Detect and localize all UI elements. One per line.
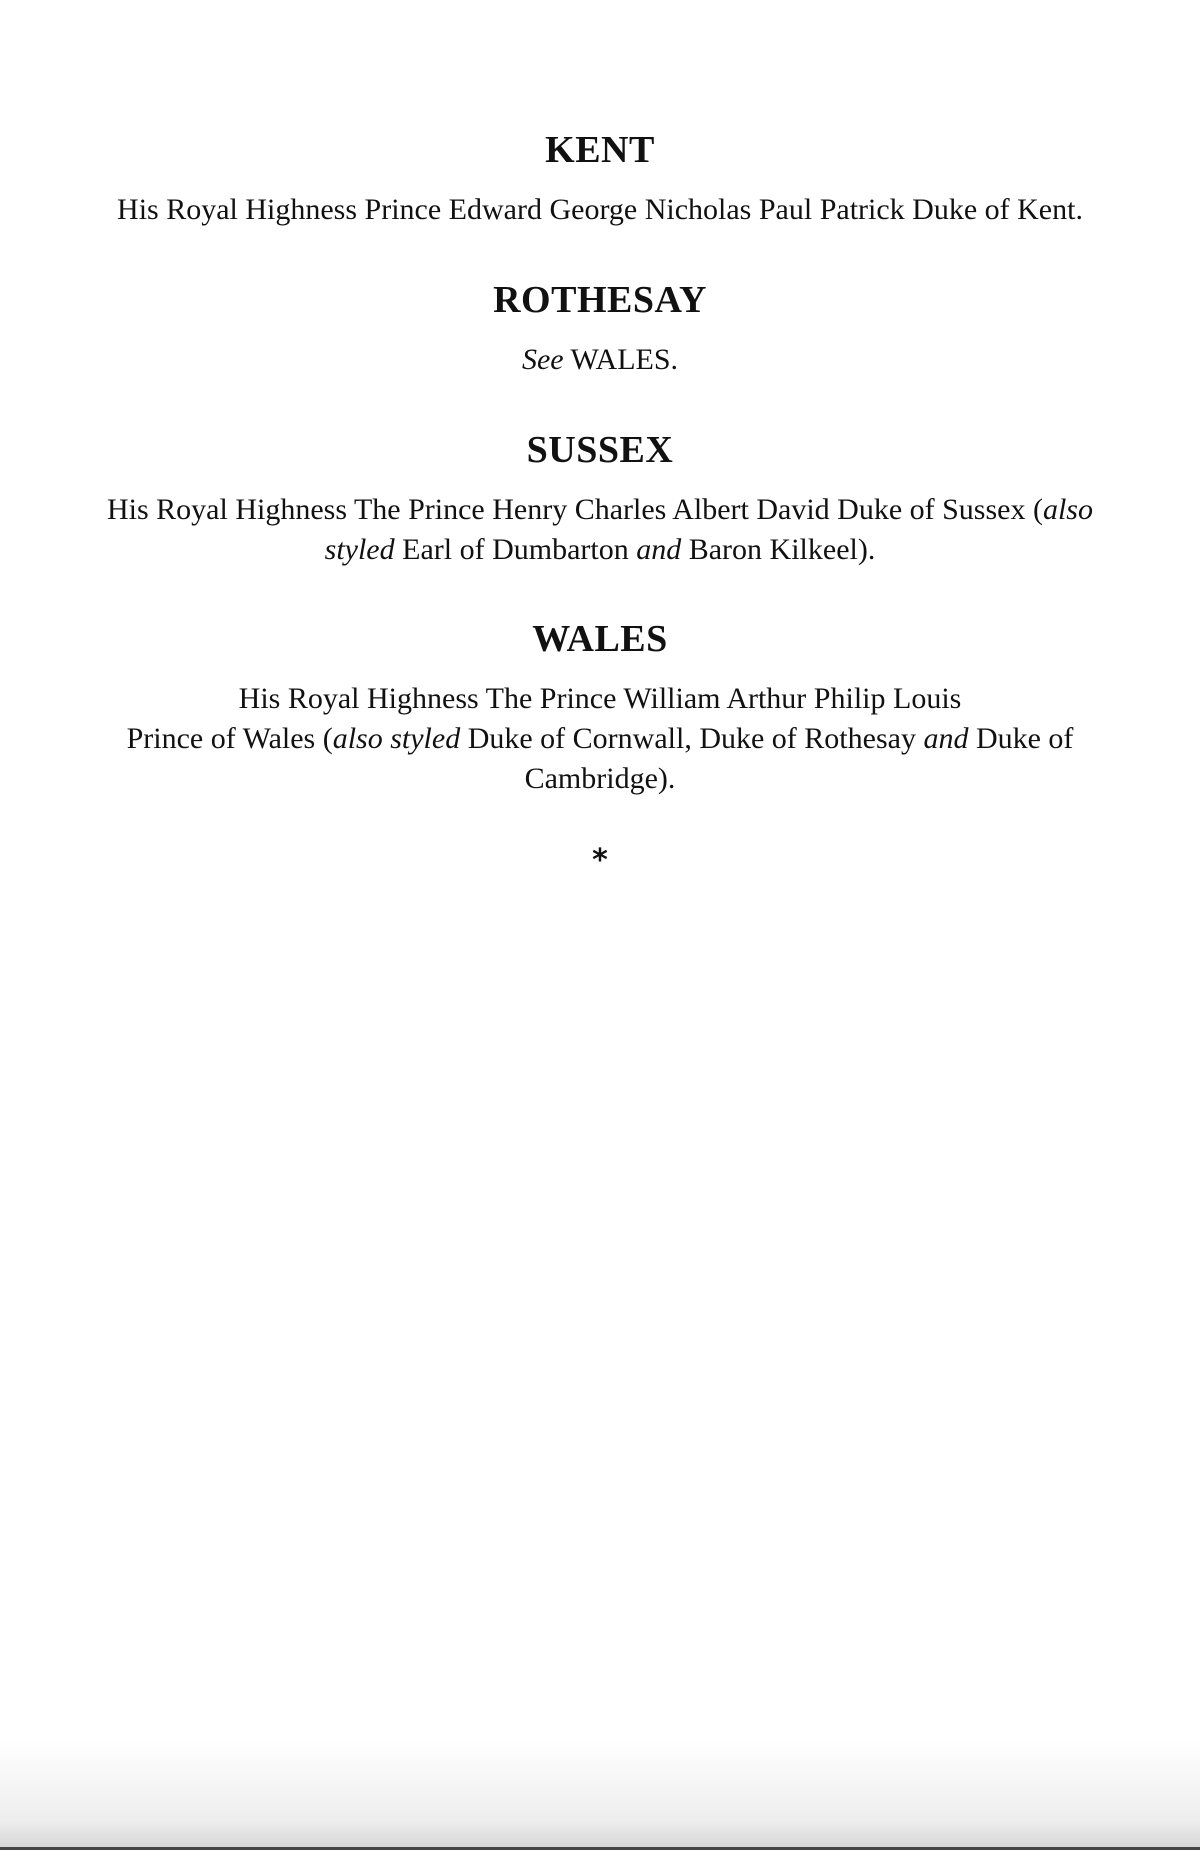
wales-and-italic: and: [923, 722, 969, 755]
see-reference-target: WALES.: [563, 343, 679, 376]
wales-dukedoms-text: Duke of Cornwall, Duke of Rothesay: [460, 722, 924, 755]
entry-kent: [40, 128, 1160, 230]
heading-sussex: SUSSEX: [526, 429, 674, 471]
wales-duke-of-text: Duke of: [968, 722, 1074, 755]
heading-rothesay: ROTHESAY: [493, 279, 707, 321]
section-end-asterisk: *: [592, 843, 608, 878]
entry-sussex: [40, 428, 1160, 570]
heading-kent: KENT: [545, 129, 655, 171]
sussex-barony-text: Baron Kilkeel).: [681, 533, 876, 566]
wales-title-text: Prince of Wales (: [126, 722, 333, 755]
wales-also-styled-italic: also styled: [332, 722, 461, 755]
entry-kent-text: His Royal Highness Prince Edward George Nicholas Paul Patrick Duke of Kent.: [117, 193, 1083, 226]
see-reference-italic: See: [521, 343, 564, 376]
entry-sussex-text: [40, 490, 1160, 570]
sussex-and-italic: and: [636, 533, 682, 566]
sussex-also-italic: also: [1042, 493, 1093, 526]
entry-wales-line-3: Cambridge).: [524, 762, 676, 795]
page-bottom-shadow: [0, 1740, 1200, 1850]
heading-wales: WALES: [532, 618, 668, 660]
entry-wales: [40, 617, 1160, 799]
sussex-styled-italic: styled: [324, 533, 395, 566]
entry-sussex-line-1: [40, 490, 1160, 530]
entry-wales-text: [40, 679, 1160, 799]
sussex-earldom-text: Earl of Dumbarton: [394, 533, 637, 566]
entry-wales-line-2: [40, 719, 1160, 759]
entry-rothesay-text: [40, 340, 1160, 380]
entry-sussex-line-2: [40, 530, 1160, 570]
entry-wales-line-1: His Royal Highness The Prince William Arthur Philip Louis: [238, 682, 962, 715]
entry-rothesay: [40, 278, 1160, 380]
sussex-title-text: His Royal Highness The Prince Henry Charles Albert David Duke of Sussex (: [107, 493, 1043, 526]
